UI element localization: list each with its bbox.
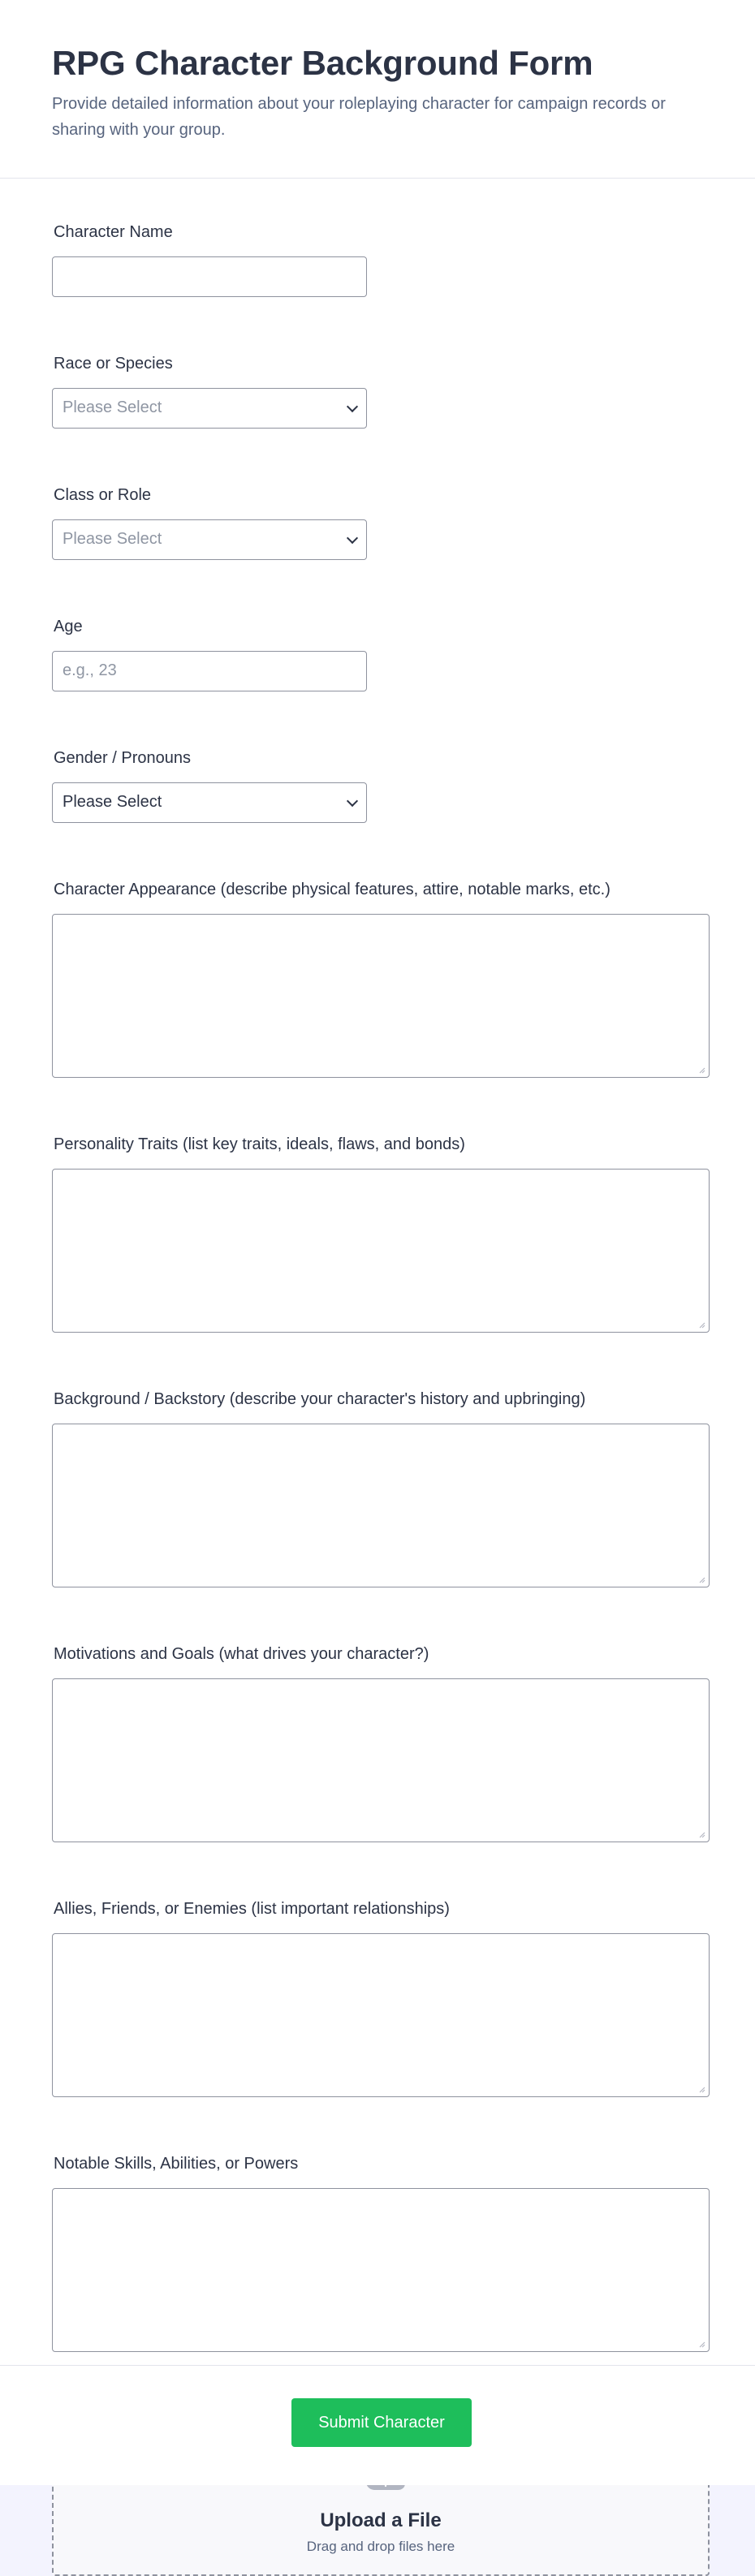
backstory-textarea[interactable] [52,1424,710,1587]
class-role-select[interactable] [52,519,367,560]
class-role-select-placeholder: Please Select [63,530,162,548]
age-label: Age [54,618,83,635]
resize-handle-icon[interactable] [697,1320,705,1329]
chevron-down-icon [347,795,358,807]
relationships-label: Allies, Friends, or Enemies (list important relationships) [54,1900,450,1918]
personality-textarea[interactable] [52,1169,710,1333]
class-role-field [52,484,703,560]
backstory-field [52,1388,703,1587]
chevron-down-icon [347,532,358,544]
age-field [52,615,703,691]
gender-field [52,747,703,823]
resize-handle-icon[interactable] [697,1830,705,1838]
upload-subtitle: Drag and drop files here [306,2539,455,2554]
skills-label: Notable Skills, Abilities, or Powers [54,2155,299,2173]
gender-select[interactable] [52,782,367,823]
resize-handle-icon[interactable] [697,1066,705,1074]
race-label: Race or Species [54,355,173,373]
character-name-field [52,221,703,297]
chevron-down-icon [347,401,358,412]
personality-label: Personality Traits (list key traits, ideals, flaws, and bonds) [54,1135,465,1153]
motivations-field [52,1643,703,1842]
skills-field [52,2152,703,2352]
appearance-label: Character Appearance (describe physical features, attire, notable marks, etc.) [54,881,610,898]
appearance-field [52,878,703,1078]
backstory-label: Background / Backstory (describe your character's history and upbringing) [54,1390,586,1408]
submit-button[interactable]: Submit Character [291,2398,472,2447]
character-name-label: Character Name [54,223,173,241]
page-subtitle: Provide detailed information about your roleplaying character for campaign records or sharing with your group. [52,95,666,139]
form-body [0,179,755,2576]
class-role-label: Class or Role [54,486,152,504]
relationships-textarea[interactable] [52,1933,710,2097]
age-input-placeholder: e.g., 23 [63,661,117,679]
age-input[interactable] [52,651,367,691]
relationships-field [52,1898,703,2097]
skills-textarea[interactable] [52,2188,710,2352]
resize-handle-icon[interactable] [697,2085,705,2093]
appearance-textarea[interactable] [52,914,710,1078]
motivations-textarea[interactable] [52,1678,710,1842]
form-header [0,0,755,179]
form-footer [0,2365,755,2485]
personality-field [52,1133,703,1333]
race-select[interactable] [52,388,367,429]
gender-label: Gender / Pronouns [54,749,191,767]
upload-title: Upload a File [320,2509,442,2531]
race-field [52,352,703,429]
character-name-input[interactable] [52,256,367,297]
race-select-placeholder: Please Select [63,398,162,416]
page-title: RPG Character Background Form [52,44,593,82]
resize-handle-icon[interactable] [697,1575,705,1583]
resize-handle-icon[interactable] [697,2340,705,2348]
gender-select-value: Please Select [63,793,162,811]
motivations-label: Motivations and Goals (what drives your character?) [54,1645,429,1663]
